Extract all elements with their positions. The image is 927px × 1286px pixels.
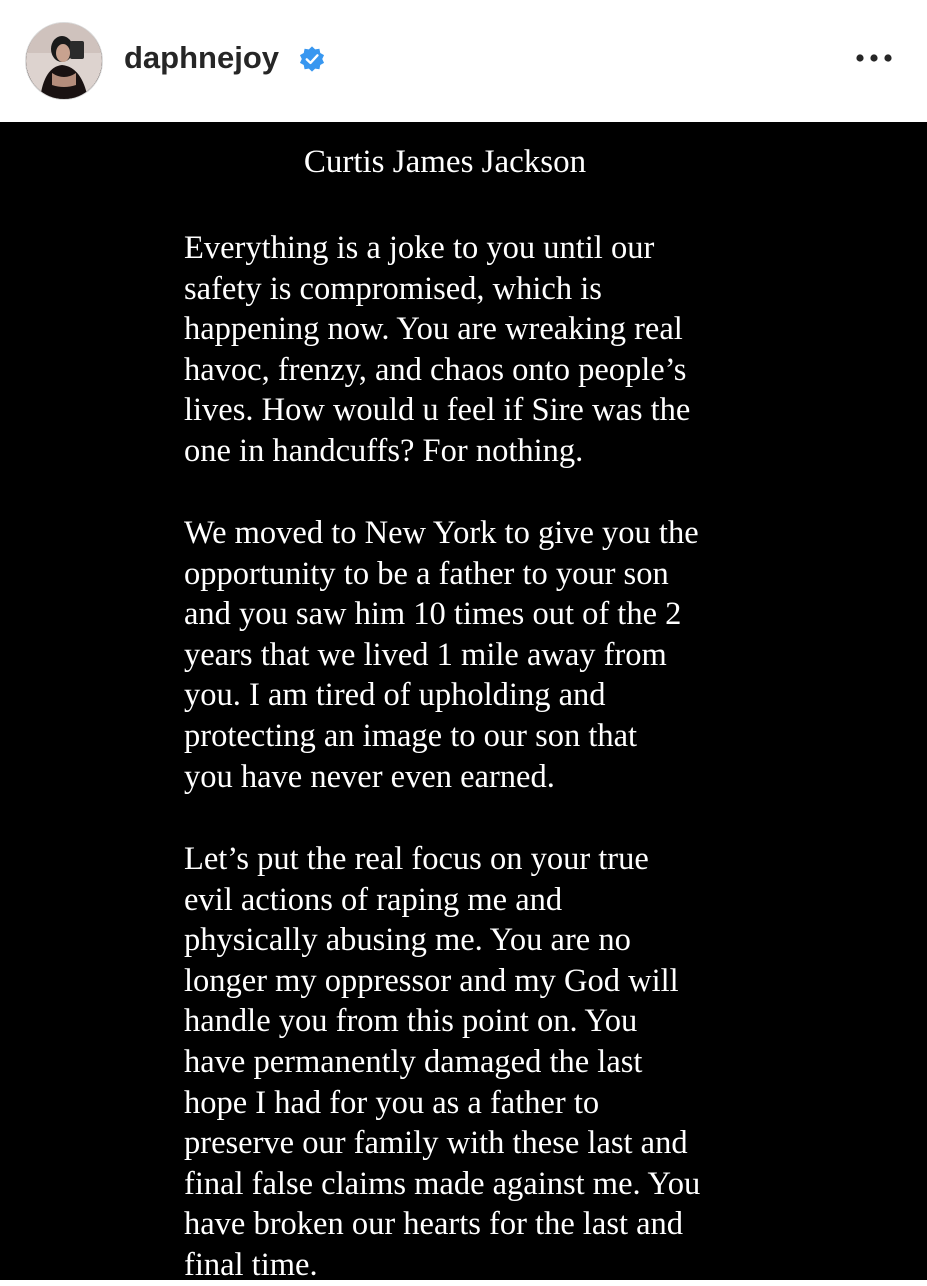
more-options-icon[interactable] <box>850 42 898 74</box>
story-title: Curtis James Jackson <box>303 144 587 180</box>
story-paragraph-2: We moved to New York to give you the opportunity to be a father to your son and you saw him 10 times out of the 2 years that we lived 1 mile away from you. I am tired of upholding and protecting an image to our son that you have never even earned. <box>184 515 699 795</box>
story-text-image <box>0 122 927 1283</box>
profile-avatar[interactable] <box>25 22 103 100</box>
username[interactable]: daphnejoy <box>124 40 280 75</box>
story-paragraph-1: Everything is a joke to you until our safety is compromised, which is happening now. You are wreaking real havoc, frenzy, and chaos onto people’s lives. How would u feel if Sire was the one in handcuffs? For nothing. <box>184 230 691 469</box>
post-header <box>0 0 927 122</box>
verified-badge-icon <box>298 45 326 73</box>
story-paragraph-3: Let’s put the real focus on your true evil actions of raping me and physically abusing me. You are no longer my oppressor and my God will handle you from this point on. You have permanently damaged the last hope I had for you as a father to preserve our family with these last and final false claims made against me. You have broken our hearts for the last and final time. <box>184 841 701 1283</box>
